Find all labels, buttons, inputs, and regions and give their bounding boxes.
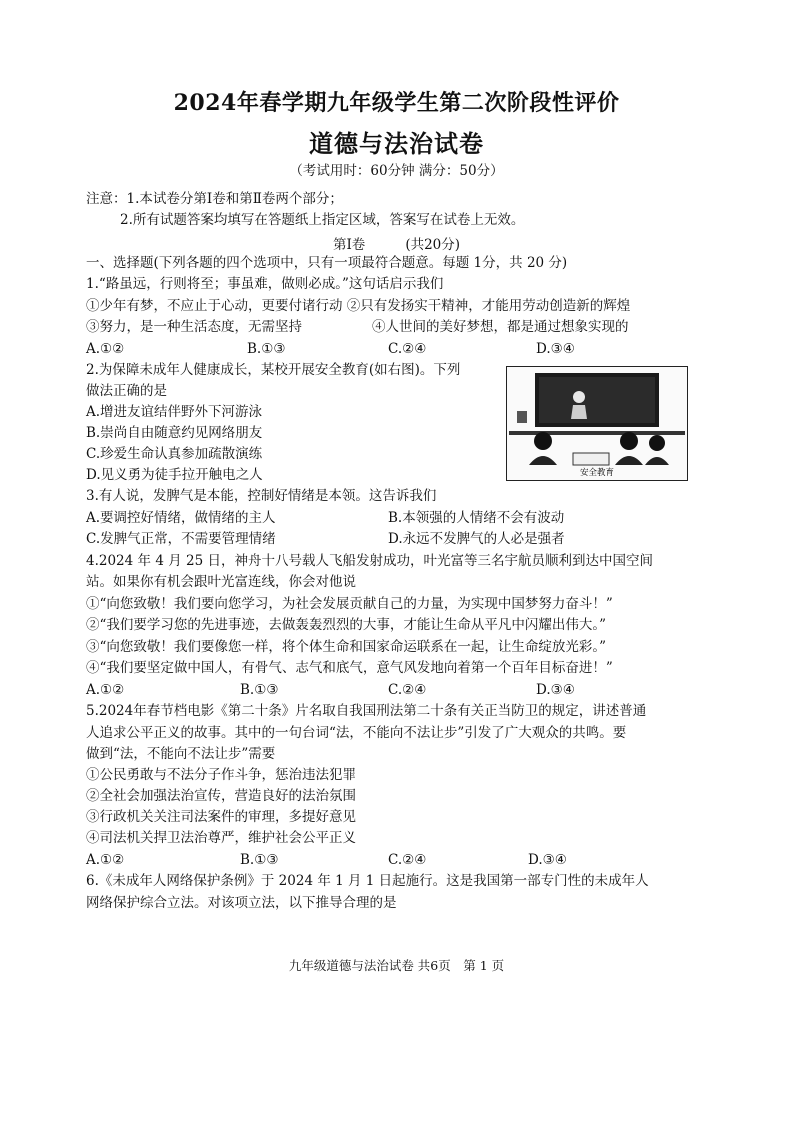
q4-option-b: B.①③ bbox=[240, 682, 279, 698]
section-instruction: 一、选择题(下列各题的四个选项中，只有一项最符合题意。每题 1分，共 20 分) bbox=[86, 255, 568, 271]
section-score: (共20分) bbox=[405, 237, 461, 253]
q5-item: ④司法机关捍卫法治尊严，维护社会公平正义 bbox=[86, 830, 356, 846]
student-body bbox=[645, 457, 669, 465]
q4-option-c: C.②④ bbox=[388, 682, 427, 698]
q4-stem: 站。如果你有机会跟叶光富连线，你会对他说 bbox=[86, 574, 356, 590]
q2-stem: 做法正确的是 bbox=[86, 383, 167, 399]
exam-title: 2024年春学期九年级学生第二次阶段性评价 bbox=[173, 90, 620, 116]
safety-education-illustration bbox=[506, 366, 688, 481]
q5-option-a: A.①② bbox=[86, 852, 125, 868]
q2-option-a: A.增进友谊结伴野外下河游泳 bbox=[86, 404, 263, 420]
q6-stem: 6.《未成年人网络保护条例》于 2024 年 1 月 1 日起施行。这是我国第一部专门性的未成年人 bbox=[86, 873, 649, 889]
note-2: 2.所有试题答案均填写在答题纸上指定区域，答案写在试卷上无效。 bbox=[120, 212, 525, 228]
q4-item: ④“我们要坚定做中国人，有骨气、志气和底气，意气风发地向着第一个百年目标奋进！” bbox=[86, 660, 613, 676]
q4-item: ①“向您致敬！我们要向您学习，为社会发展贡献自己的力量，为实现中国梦努力奋斗！” bbox=[86, 596, 613, 612]
q5-item: ①公民勇敢与不法分子作斗争，惩治违法犯罪 bbox=[86, 767, 356, 783]
q4-option-d: D.③④ bbox=[536, 682, 575, 698]
q1-item: ①少年有梦，不应止于心动，更要付诸行动 ②只有发扬实干精神，才能用劳动创造新的辉煌 bbox=[86, 298, 631, 314]
q1-option-b: B.①③ bbox=[247, 341, 286, 357]
q5-option-d: D.③④ bbox=[528, 852, 567, 868]
q5-item: ③行政机关关注司法案件的审理，多提好意见 bbox=[86, 809, 356, 825]
section-heading bbox=[0, 233, 793, 253]
teacher-head bbox=[573, 391, 585, 403]
q2-option-b: B.崇尚自由随意约见网络朋友 bbox=[86, 425, 263, 441]
blackboard-surface bbox=[539, 377, 655, 423]
q2-option-d: D.见义勇为徒手拉开触电之人 bbox=[86, 467, 263, 483]
student-body bbox=[529, 456, 557, 465]
q1-option-c: C.②④ bbox=[388, 341, 427, 357]
q1-option-d: D.③④ bbox=[536, 341, 575, 357]
q4-item: ③“向您致敬！我们要像您一样，将个体生命和国家命运联系在一起，让生命绽放光彩。” bbox=[86, 639, 607, 655]
q5-item: ②全社会加强法治宣传，营造良好的法治氛围 bbox=[86, 788, 356, 804]
q4-item: ②“我们要学习您的先进事迹，去做轰轰烈烈的大事，才能让生命从平凡中闪耀出伟大。” bbox=[86, 617, 607, 633]
exam-meta: （考试用时：60分钟 满分：50分） bbox=[289, 163, 504, 179]
q5-stem: 5.2024年春节档电影《第二十条》片名取自我国刑法第二十条有关正当防卫的规定，讲述普通 bbox=[86, 703, 647, 719]
q3-option-a: A.要调控好情绪，做情绪的主人 bbox=[86, 510, 276, 526]
q1-option-a: A.①② bbox=[86, 341, 125, 357]
desk-edge bbox=[509, 431, 685, 435]
student-head bbox=[649, 435, 665, 451]
student-head bbox=[534, 432, 552, 450]
bookshelf bbox=[517, 411, 527, 423]
q5-stem: 人追求公平正义的故事。其中的一句台词“法，不能向不法让步”引发了广大观众的共鸣。要 bbox=[86, 725, 627, 741]
q3-stem: 3.有人说，发脾气是本能，控制好情绪是本领。这告诉我们 bbox=[86, 488, 437, 504]
q3-option-b: B.本领强的人情绪不会有波动 bbox=[388, 510, 565, 526]
exam-subject-title: 道德与法治试卷 bbox=[309, 129, 484, 158]
note-1: 注意：1.本试卷分第Ⅰ卷和第Ⅱ卷两个部分； bbox=[86, 191, 343, 207]
q4-option-a: A.①② bbox=[86, 682, 125, 698]
desk bbox=[573, 453, 609, 465]
page-footer: 九年级道德与法治试卷 共6页 第 1 页 bbox=[288, 958, 505, 973]
q2-stem: 2.为保障未成年人健康成长，某校开展安全教育(如右图)。下列 bbox=[86, 362, 461, 378]
q5-option-b: B.①③ bbox=[240, 852, 279, 868]
student-body bbox=[615, 456, 643, 465]
q3-option-c: C.发脾气正常，不需要管理情绪 bbox=[86, 531, 276, 547]
q4-stem: 4.2024 年 4 月 25 日，神舟十八号载人飞船发射成功，叶光富等三名宇航员顺利到达中国空间 bbox=[86, 553, 653, 569]
q1-item: ③努力，是一种生活态度，无需坚持 bbox=[86, 319, 302, 335]
q5-option-c: C.②④ bbox=[388, 852, 427, 868]
q3-option-d: D.永远不发脾气的人必是强者 bbox=[388, 531, 565, 547]
q1-item: ④人世间的美好梦想，都是通过想象实现的 bbox=[372, 319, 629, 335]
q1-stem: 1.“路虽远，行则将至；事虽难，做则必成。”这句话启示我们 bbox=[86, 276, 444, 292]
student-head bbox=[620, 432, 638, 450]
figure-caption: 安全教育 bbox=[579, 468, 615, 478]
classroom-drawing bbox=[507, 367, 687, 480]
q5-stem: 做到“法，不能向不法让步”需要 bbox=[86, 746, 276, 762]
section-name: 第Ⅰ卷 bbox=[332, 237, 366, 253]
q6-stem: 网络保护综合立法。对该项立法，以下推导合理的是 bbox=[86, 895, 397, 911]
q2-option-c: C.珍爱生命认真参加疏散演练 bbox=[86, 446, 263, 462]
teacher-body bbox=[571, 405, 587, 419]
